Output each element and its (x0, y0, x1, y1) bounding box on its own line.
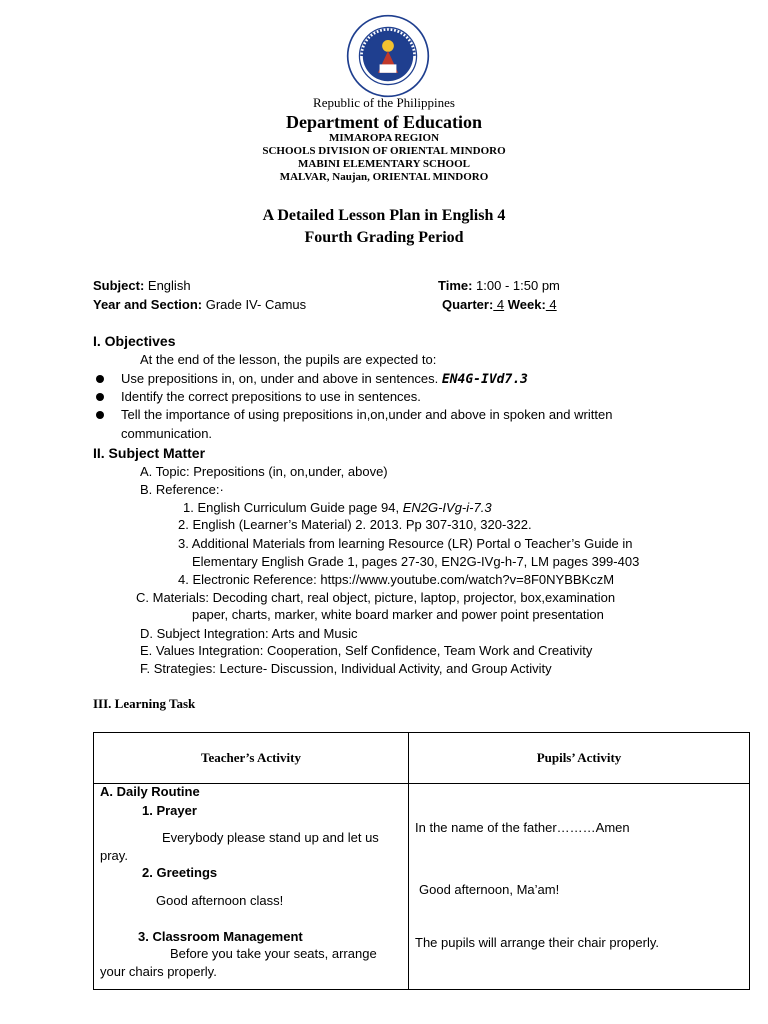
division-line: SCHOOLS DIVISION OF ORIENTAL MINDORO (262, 145, 506, 157)
learning-task-heading: III. Learning Task (93, 696, 196, 711)
time-value: 1:00 - 1:50 pm (472, 278, 560, 293)
quarter-value: 4 (493, 297, 505, 312)
reference-1-text: 1. English Curriculum Guide page 94, (183, 500, 403, 515)
bullet-icon (96, 393, 104, 401)
greetings-response: Good afternoon, Ma’am! (419, 882, 560, 897)
objectives-heading: I. Objectives (93, 333, 176, 349)
subject-value: English (144, 278, 191, 293)
daily-routine-heading: A. Daily Routine (100, 784, 200, 799)
greetings-heading: 2. Greetings (142, 865, 218, 880)
table-row (94, 784, 750, 990)
teacher-column-label: Teacher’s Activity (200, 750, 301, 765)
year-section-info (93, 297, 306, 312)
management-response: The pupils will arrange their chair properly. (415, 935, 659, 950)
week-value: 4 (545, 297, 557, 312)
school-line: MABINI ELEMENTARY SCHOOL (298, 158, 470, 170)
management-instruction: Before you take your seats, arrange (170, 946, 377, 961)
time-label: Time: (438, 278, 473, 293)
bullet-icon (96, 411, 104, 419)
objective-code: EN4G-IVd7.3 (441, 372, 528, 387)
values-integration-line: E. Values Integration: Cooperation, Self Confidence, Team Work and Creativity (140, 643, 593, 658)
lesson-plan-title: A Detailed Lesson Plan in English 4 (262, 207, 506, 224)
reference-3: 3. Additional Materials from learning Resource (LR) Portal o Teacher’s Guide in (178, 536, 633, 551)
prayer-instruction: Everybody please stand up and let us (162, 830, 379, 845)
quarter-week-info (442, 297, 557, 312)
management-heading: 3. Classroom Management (138, 929, 303, 944)
reference-1-code: EN2G-IVg-i-7.3 (402, 500, 492, 515)
reference-4: 4. Electronic Reference: https://www.youtube.com/watch?v=8F0NYBBKczM (178, 572, 615, 587)
department-title: Department of Education (286, 112, 482, 132)
teacher-column-header (94, 733, 409, 784)
objective-item-3: Tell the importance of using prepositions in,on,under and above in spoken and written (121, 407, 613, 422)
greetings-teacher: Good afternoon class! (156, 893, 284, 908)
learning-task-table (93, 732, 750, 990)
year-section-label: Year and Section: (93, 297, 203, 312)
teacher-activity-cell (94, 784, 409, 990)
reference-2: 2. English (Learner’s Material) 2. 2013. Pp 307-310, 320-322. (178, 517, 532, 532)
objective-item-1-text: Use prepositions in, on, under and above in sentences. (121, 371, 442, 386)
objective-item-3-cont: communication. (121, 426, 213, 441)
management-instruction-cont: your chairs properly. (100, 964, 217, 979)
table-header-row (94, 733, 750, 784)
pupils-column-header (409, 733, 750, 784)
subject-integration-line: D. Subject Integration: Arts and Music (140, 626, 358, 641)
prayer-heading: 1. Prayer (142, 803, 197, 818)
bullet-icon (96, 375, 104, 383)
prayer-response: In the name of the father………Amen (415, 820, 630, 835)
strategies-line: F. Strategies: Lecture- Discussion, Individual Activity, and Group Activity (140, 661, 552, 676)
prayer-instruction-cont: pray. (100, 848, 128, 863)
reference-1 (183, 500, 492, 515)
subject-matter-heading: II. Subject Matter (93, 445, 206, 461)
subject-label: Subject: (93, 278, 145, 293)
year-section-value: Grade IV- Camus (202, 297, 307, 312)
materials-line-cont: paper, charts, marker, white board marker and power point presentation (192, 607, 604, 622)
pupils-column-label: Pupils’ Activity (536, 750, 622, 765)
objective-item-2: Identify the correct prepositions to use in sentences. (121, 389, 421, 404)
objectives-intro: At the end of the lesson, the pupils are expected to: (140, 352, 437, 367)
quarter-label: Quarter: (442, 297, 494, 312)
subject-info (93, 278, 191, 293)
address-line: MALVAR, Naujan, ORIENTAL MINDORO (279, 171, 489, 183)
grading-period-title: Fourth Grading Period (304, 229, 464, 246)
topic-line: A. Topic: Prepositions (in, on,under, above) (140, 464, 388, 479)
republic-line: Republic of the Philippines (313, 95, 455, 110)
week-label: Week: (504, 297, 546, 312)
region-line: MIMAROPA REGION (328, 132, 440, 144)
deped-seal-logo (346, 14, 430, 98)
reference-line: B. Reference:· (140, 482, 224, 497)
reference-3-cont: Elementary English Grade 1, pages 27-30, EN2G-IVg-h-7, LM pages 399-403 (192, 554, 640, 569)
materials-line: C. Materials: Decoding chart, real object, picture, laptop, projector, box,examination (136, 590, 616, 605)
time-info (438, 278, 560, 293)
objective-item-1 (121, 371, 528, 387)
pupils-activity-cell (409, 784, 750, 990)
